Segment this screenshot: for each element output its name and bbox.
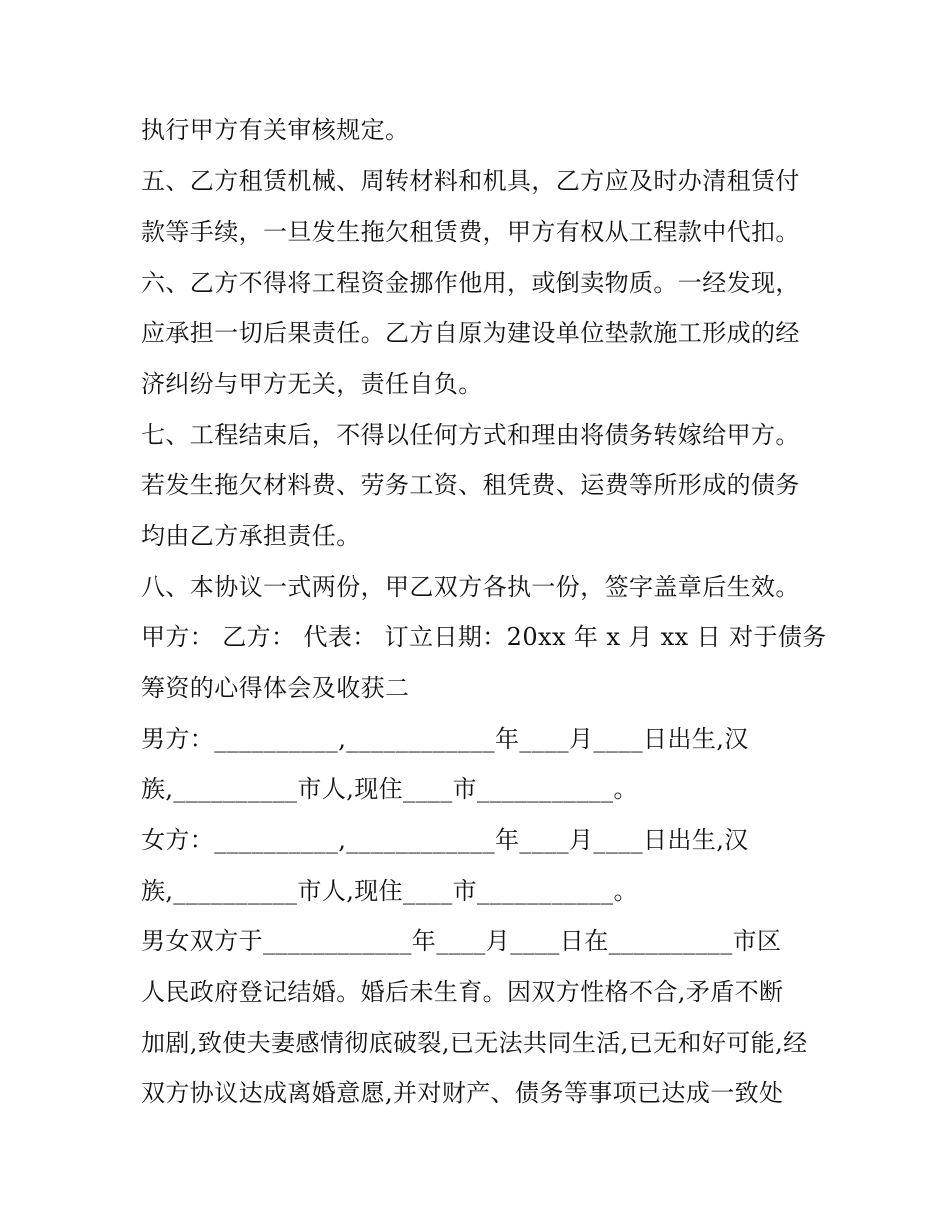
text-line: 人民政府登记结婚。婚后未生育。因双方性格不合,矛盾不断 [141,978,784,1006]
text-line: 款等手续，一旦发生拖欠租赁费，甲方有权从工程款中代扣。 [141,218,800,246]
text-line: 七、工程结束后，不得以任何方式和理由将债务转嫁给甲方。 [141,421,800,449]
text-line: 族,__________市人,现住____市___________。 [141,877,638,905]
text-line: 双方协议达成离婚意愿,并对财产、债务等事项已达成一致处 [141,1079,784,1107]
text-line: 应承担一切后果责任。乙方自原为建设单位垫款施工形成的经 [141,319,800,347]
text-line: 筹资的心得体会及收获二 [141,674,410,702]
text-line: 若发生拖欠材料费、劳务工资、租凭费、运费等所形成的债务 [141,471,800,499]
text-line: 加剧,致使夫妻感情彻底破裂,已无法共同生活,已无和好可能,经 [141,1029,808,1057]
text-line: 甲方： 乙方： 代表： 订立日期：20xx 年 x 月 xx 日 对于债务 [141,623,827,651]
text-line: 男女双方于____________年____月____日在__________市区 [141,927,782,955]
text-line: 均由乙方承担责任。 [141,522,361,550]
text-line: 族,__________市人,现住____市___________。 [141,775,638,803]
text-line: 男方：__________,____________年____月____日出生,汉 [141,725,749,753]
text-line: 六、乙方不得将工程资金挪作他用，或倒卖物质。一经发现， [141,269,800,297]
text-line: 执行甲方有关审核规定。 [141,116,410,144]
text-line: 八、本协议一式两份，甲乙双方各执一份，签字盖章后生效。 [141,573,800,601]
text-line: 女方：__________,____________年____月____日出生,汉 [141,826,749,854]
text-line: 济纠纷与甲方无关，责任自负。 [141,370,483,398]
text-line: 五、乙方租赁机械、周转材料和机具，乙方应及时办清租赁付 [141,167,800,195]
